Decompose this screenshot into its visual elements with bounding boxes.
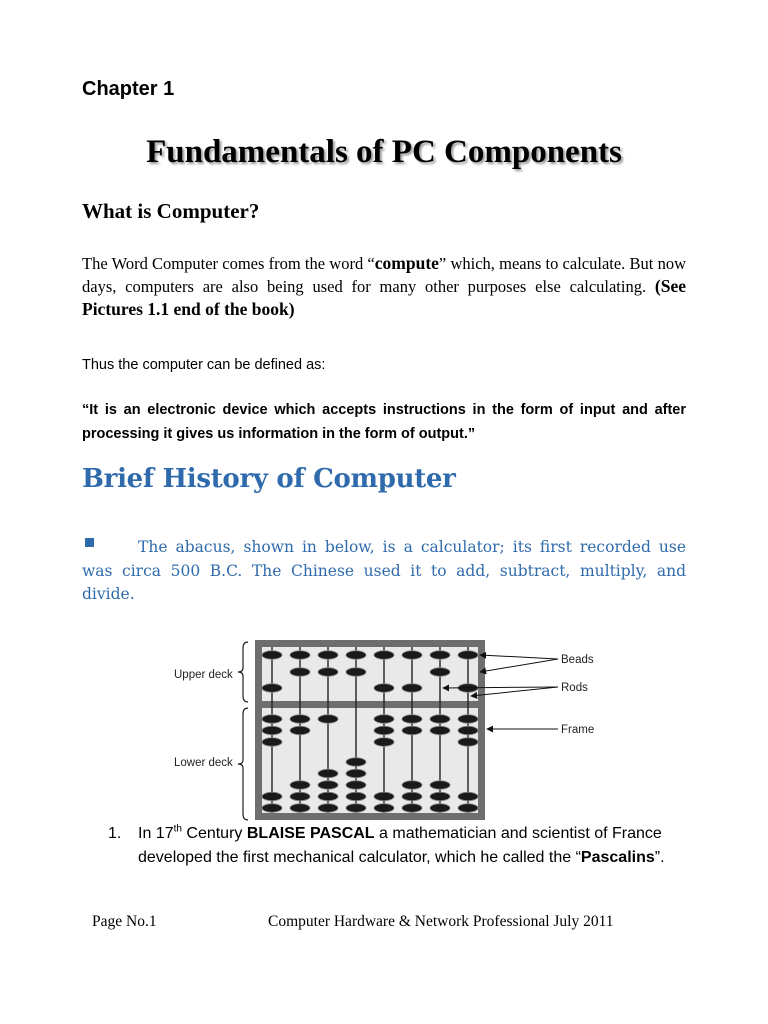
abacus-bead (290, 804, 310, 813)
abacus-bead (374, 715, 394, 724)
frame-label: Frame (561, 724, 595, 736)
abacus-bead (346, 758, 366, 767)
abacus-bead (346, 668, 366, 677)
abacus-bead (290, 792, 310, 801)
abacus-bead (430, 726, 450, 735)
abacus-bead (290, 668, 310, 677)
rods-label: Rods (561, 682, 588, 694)
abacus-bead (318, 781, 338, 790)
abacus-bead (458, 792, 478, 801)
footer-page-number: Page No.1 (92, 913, 157, 930)
abacus-bead (290, 726, 310, 735)
abacus-bead (290, 715, 310, 724)
definition-quote: “It is an electronic device which accepts instructions in the form of input and after processing it gives us information in the form of output.” (82, 402, 686, 442)
abacus-bead (458, 651, 478, 660)
abacus-bead (402, 651, 422, 660)
beads-pointer (480, 659, 558, 672)
list-number: 1. (108, 825, 122, 842)
upper-deck-label: Upper deck (174, 669, 233, 681)
abacus-bead (262, 651, 282, 660)
abacus-bead (318, 668, 338, 677)
upper-deck-brace (238, 642, 248, 702)
abacus-bead (402, 792, 422, 801)
abacus-bead (262, 684, 282, 693)
definition-lead: Thus the computer can be defined as: (82, 357, 326, 373)
abacus-bead (430, 781, 450, 790)
abacus-bead (374, 738, 394, 747)
lower-deck-brace (238, 708, 248, 820)
abacus-paragraph: The abacus, shown in below, is a calculator; its first recorded use was circa 500 B.C. The Chinese used it to add, subtract, multiply, and divide. (82, 538, 686, 603)
beads-label: Beads (561, 654, 594, 666)
abacus-bead (318, 792, 338, 801)
list-device-name: Pascalins (580, 849, 655, 866)
abacus-bead (262, 726, 282, 735)
abacus-bead (402, 804, 422, 813)
abacus-bead (262, 804, 282, 813)
section-heading: What is Computer? (82, 199, 260, 223)
list-text-3: a mathematician and scientist of France developed the first mechanical calculator, which he called the “ (138, 825, 662, 866)
abacus-bead (374, 726, 394, 735)
abacus-bead (458, 804, 478, 813)
abacus-bead (402, 726, 422, 735)
abacus-bead (430, 792, 450, 801)
intro-text-1: The Word Computer comes from the word “ (82, 254, 375, 273)
page-title: Fundamentals of PC Components (146, 134, 622, 170)
abacus-bead (458, 738, 478, 747)
footer-book-title: Computer Hardware & Network Professional July 2011 (268, 913, 614, 930)
abacus-bead (346, 804, 366, 813)
abacus-bead (290, 651, 310, 660)
abacus-bead (346, 781, 366, 790)
list-item (108, 822, 698, 870)
abacus-bead (430, 804, 450, 813)
abacus-bead (430, 715, 450, 724)
abacus-bead (318, 651, 338, 660)
abacus-bead (262, 738, 282, 747)
lower-deck-label: Lower deck (174, 757, 233, 769)
abacus-bead (402, 715, 422, 724)
list-superscript: th (173, 823, 182, 835)
abacus-figure (160, 632, 620, 822)
abacus-bead (318, 804, 338, 813)
chapter-label: Chapter 1 (82, 78, 175, 100)
list-text-2: Century (181, 825, 247, 842)
list-text-1: In 17 (138, 825, 174, 842)
abacus-bead (430, 668, 450, 677)
list-text-4: ”. (654, 849, 665, 866)
abacus-bead (374, 792, 394, 801)
abacus-bead (374, 651, 394, 660)
beads-pointer (480, 655, 558, 659)
abacus-bead (374, 684, 394, 693)
list-item-text (138, 822, 698, 870)
intro-emphasis: compute (374, 253, 439, 273)
abacus-bead (290, 781, 310, 790)
abacus-bead (346, 769, 366, 778)
abacus-bead (458, 726, 478, 735)
intro-see-note: (See Pictures 1.1 end of the book) (82, 276, 686, 319)
intro-paragraph (82, 252, 686, 321)
abacus-bead (374, 804, 394, 813)
abacus-bead (430, 651, 450, 660)
abacus-bead (458, 715, 478, 724)
abacus-bead (262, 792, 282, 801)
abacus-bead (346, 651, 366, 660)
abacus-bead (346, 792, 366, 801)
abacus-bead (318, 715, 338, 724)
abacus-bead (402, 684, 422, 693)
history-heading: Brief History of Computer (82, 464, 456, 494)
intro-text-2: ” which, means to calculate. But now days, computers are also being used for many other purposes else calculating. (82, 254, 687, 296)
abacus-bead (402, 781, 422, 790)
list-person-name: BLAISE PASCAL (246, 825, 375, 842)
abacus-bead (318, 769, 338, 778)
abacus-bead (262, 715, 282, 724)
